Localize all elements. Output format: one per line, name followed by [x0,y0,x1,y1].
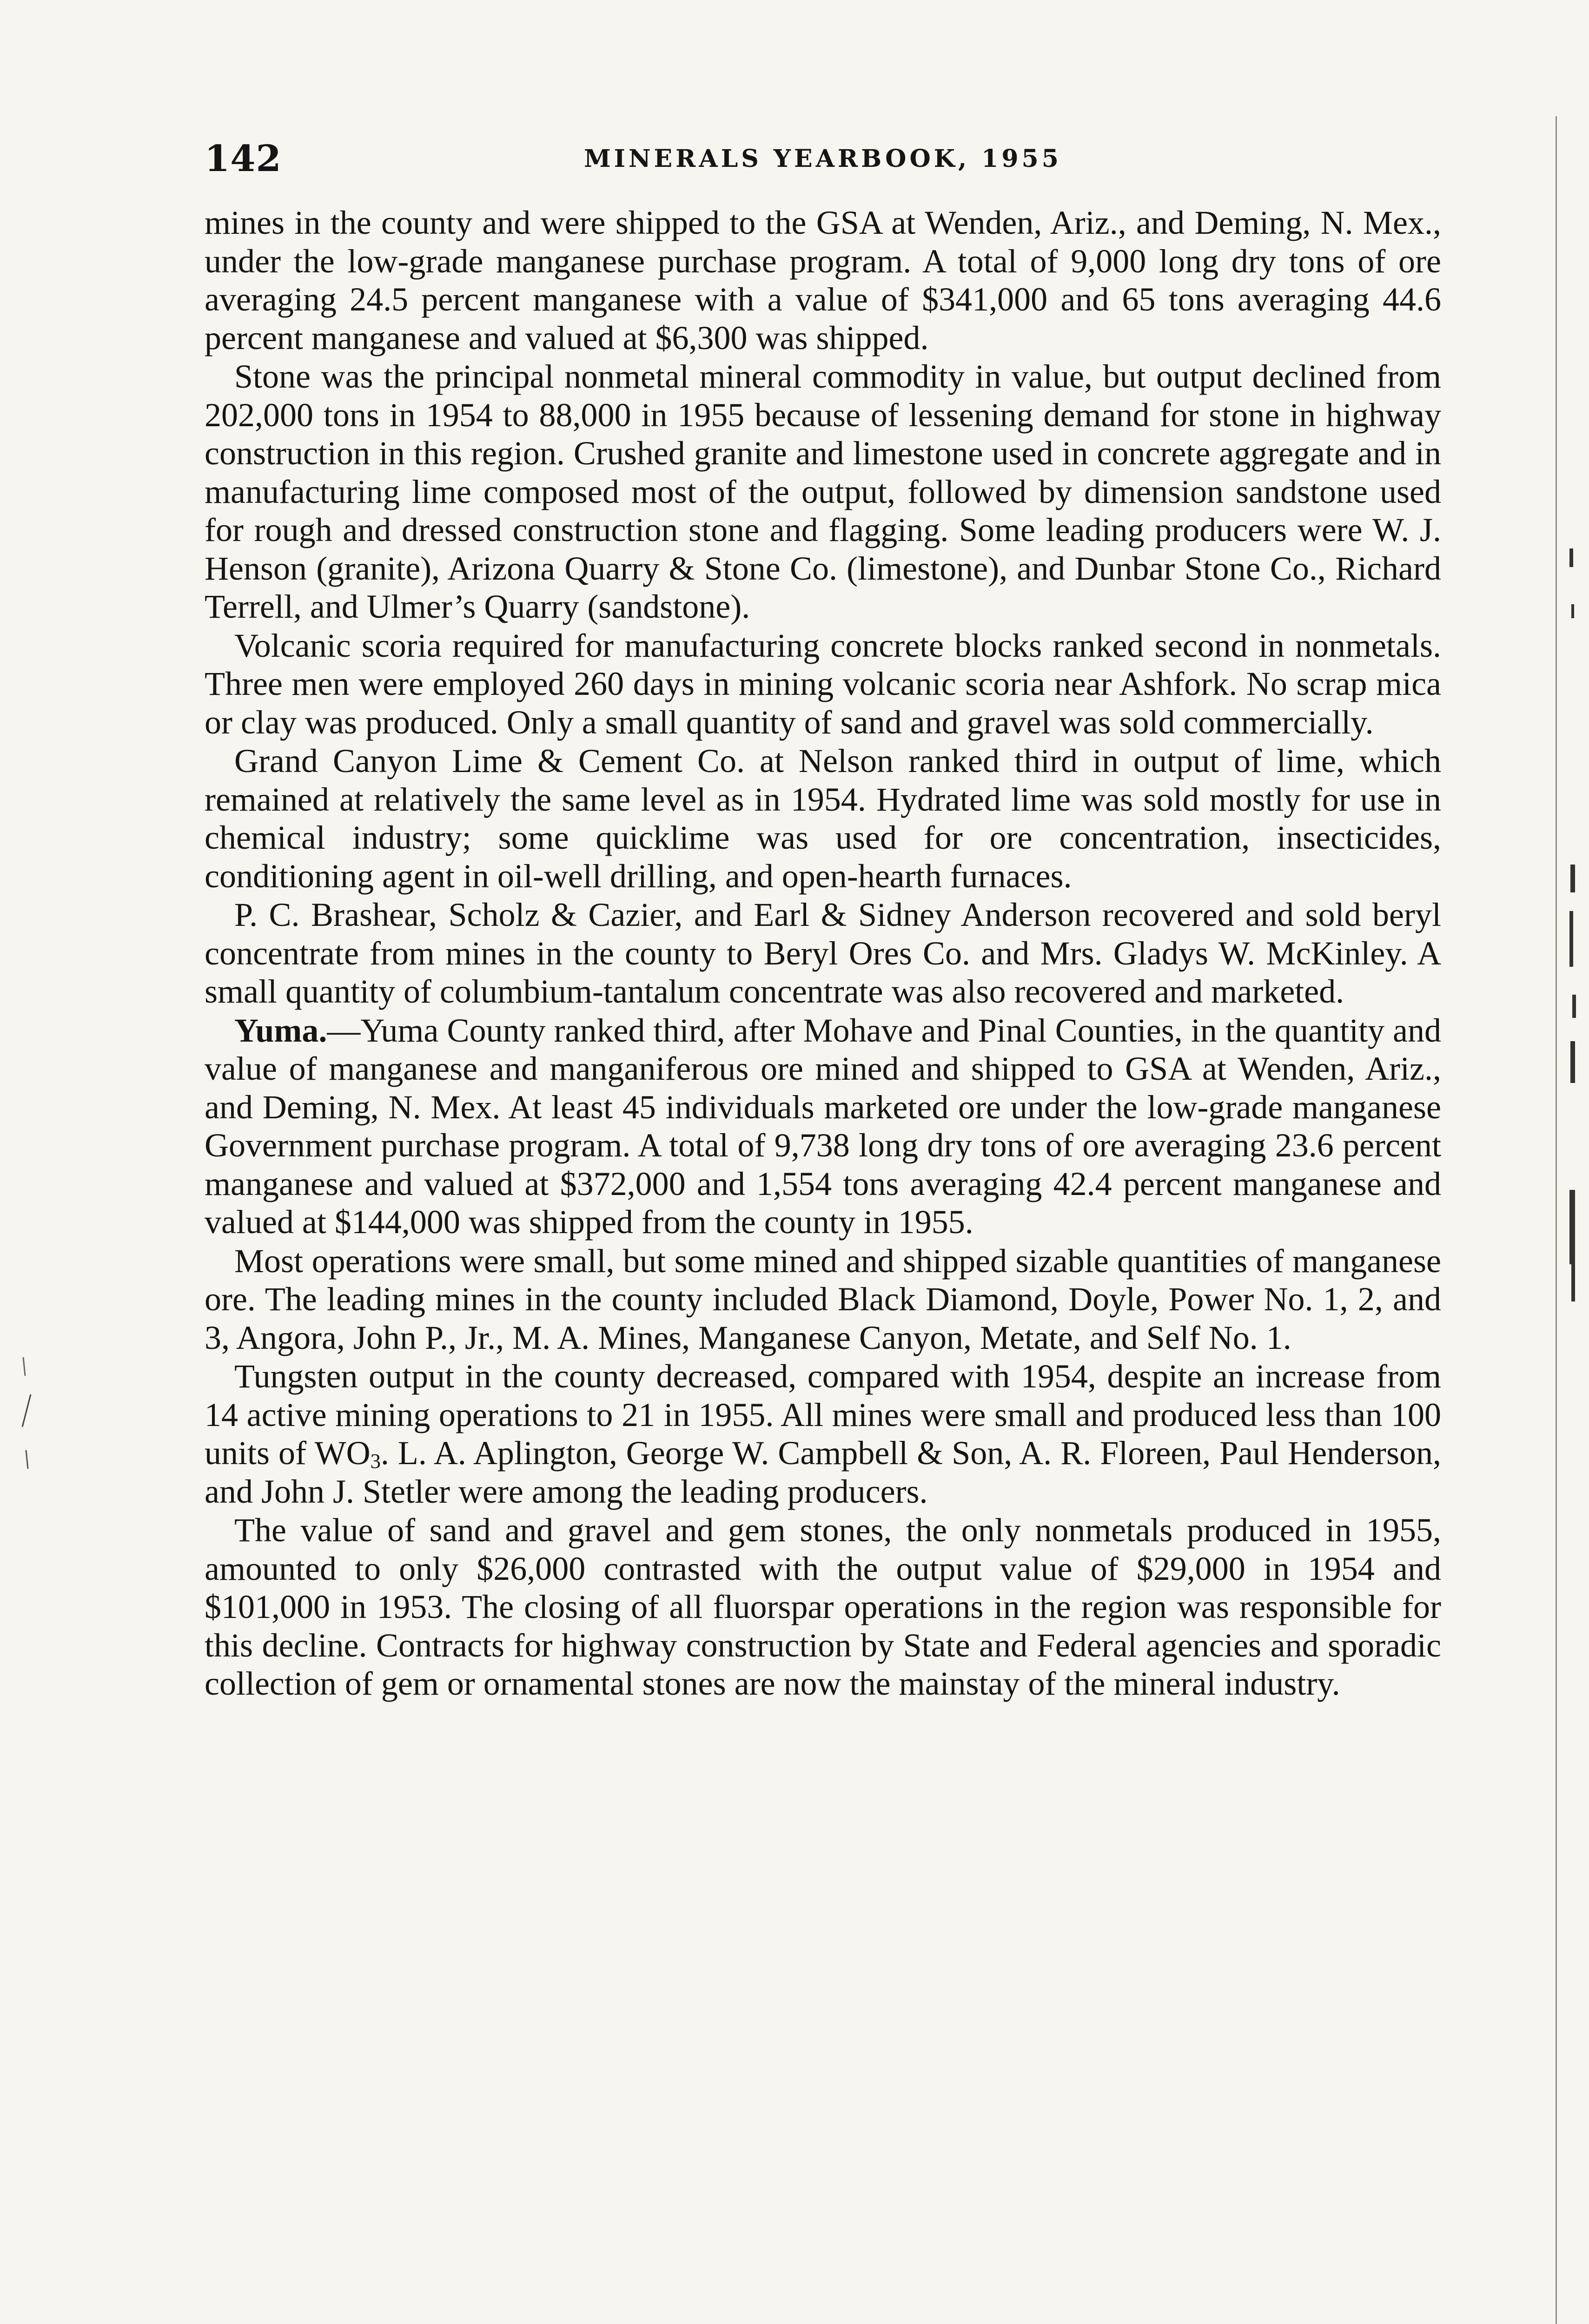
scan-mark [1569,911,1573,967]
scan-mark [1569,1190,1575,1264]
page-number: 142 [205,138,282,180]
scan-edge-marks [1547,0,1589,2324]
county-heading: Yuma. [234,1011,327,1049]
page-header [205,136,1441,182]
body-text [205,204,1441,1703]
scan-left-marks [19,1348,37,1487]
scan-mark [26,1450,28,1469]
scan-mark [1570,865,1575,892]
scan-mark [1571,1264,1575,1301]
paragraph-volcanic-scoria: Volcanic scoria required for manufacturing concrete blocks ranked second in nonmetals. Three men were employed 260 days in mining volcanic scoria near Ashfork. No scrap mica or clay was produced. Only a small quantity of sand and gravel was sold commercially. [205,627,1441,741]
paragraph-sand-gravel: The value of sand and gravel and gem stones, the only nonmetals produced in 1955, amounted to only $26,000 contrasted with the output value of $29,000 in 1954 and $101,000 in 1953. The closing of all fluorspar operations in the region was responsible for this decline. Contracts for highway construction by State and Federal agencies and sporadic collection of gem or ornamental stones are now the mainstay of the mineral industry. [205,1512,1441,1702]
scan-mark [1570,1041,1575,1083]
paragraph-tungsten: Tungsten output in the county decreased, compared with 1954, despite an increase from 14 active mining operations to 21 in 1955. All mines were small and produced less than 100 units of WO3. L. A. Aplington, George W. Campbell & Son, A. R. Floreen, Paul Henderson, and John J. Stetler were among the leading producers. [205,1358,1442,1510]
running-title: MINERALS YEARBOOK, 1955 [584,145,1062,173]
paragraph-beryl: P. C. Brashear, Scholz & Cazier, and Earl & Sidney Anderson recovered and sold beryl concentrate from mines in the county to Beryl Ores Co. and Mrs. Gladys W. McKinley. A small quantity of columbium-tantalum concentrate was also recovered and marketed. [205,896,1441,1010]
paragraph-lime: Grand Canyon Lime & Cement Co. at Nelson ranked third in output of lime, which remained at relatively the same level as in 1954. Hydrated lime was sold mostly for use in chemical industry; some quicklime was used for ore concentration, insecticides, conditioning agent in oil-well drilling, and open-hearth furnaces. [205,742,1441,895]
subscript: 3 [370,1449,381,1473]
paragraph-manganese-mines: Most operations were small, but some mined and shipped sizable quantities of manganese ore. The leading mines in the county included Black Diamond, Doyle, Power No. 1, 2, and 3, Angora, John P., Jr., M. A. Mines, Manganese Canyon, Metate, and Self No. 1. [205,1242,1441,1356]
scan-mark [1572,995,1576,1018]
scan-mark [1571,604,1574,618]
paragraph-manganese-continued: mines in the county and were shipped to the GSA at Wenden, Ariz., and Deming, N. Mex., under the low-grade manganese purchase program. A total of 9,000 long dry tons of ore averaging 24.5 percent manganese with a value of $341,000 and 65 tons averaging 44.6 percent manganese and valued at $6,300 was shipped. [205,204,1441,357]
scan-mark [22,1394,31,1427]
scan-mark [1569,548,1573,567]
scan-edge-line [1556,116,1557,2324]
paragraph-stone: Stone was the principal nonmetal mineral commodity in value, but output declined from 202,000 tons in 1954 to 88,000 in 1955 because of lessening demand for stone in highway construction in this region. Crushed granite and limestone used in concrete aggregate and in manufacturing lime composed most of the output, followed by dimension sandstone used for rough and dressed construction stone and flagging. Some leading producers were W. J. Henson (granite), Arizona Quarry & Stone Co. (limestone), and Dunbar Stone Co., Richard Terrell, and Ulmer’s Quarry (sandstone). [205,358,1441,625]
scan-mark [23,1357,25,1376]
paragraph-yuma: Yuma.—Yuma County ranked third, after Mohave and Pinal Counties, in the quantity and value of manganese and manganiferous ore mined and shipped to GSA at Wenden, Ariz., and Deming, N. Mex. At least 45 individuals marketed ore under the low-grade manganese Government purchase program. A total of 9,738 long dry tons of ore averaging 23.6 percent manganese and valued at $372,000 and 1,554 tons averaging 42.4 percent manganese and valued at $144,000 was shipped from the county in 1955. [205,1011,1441,1241]
